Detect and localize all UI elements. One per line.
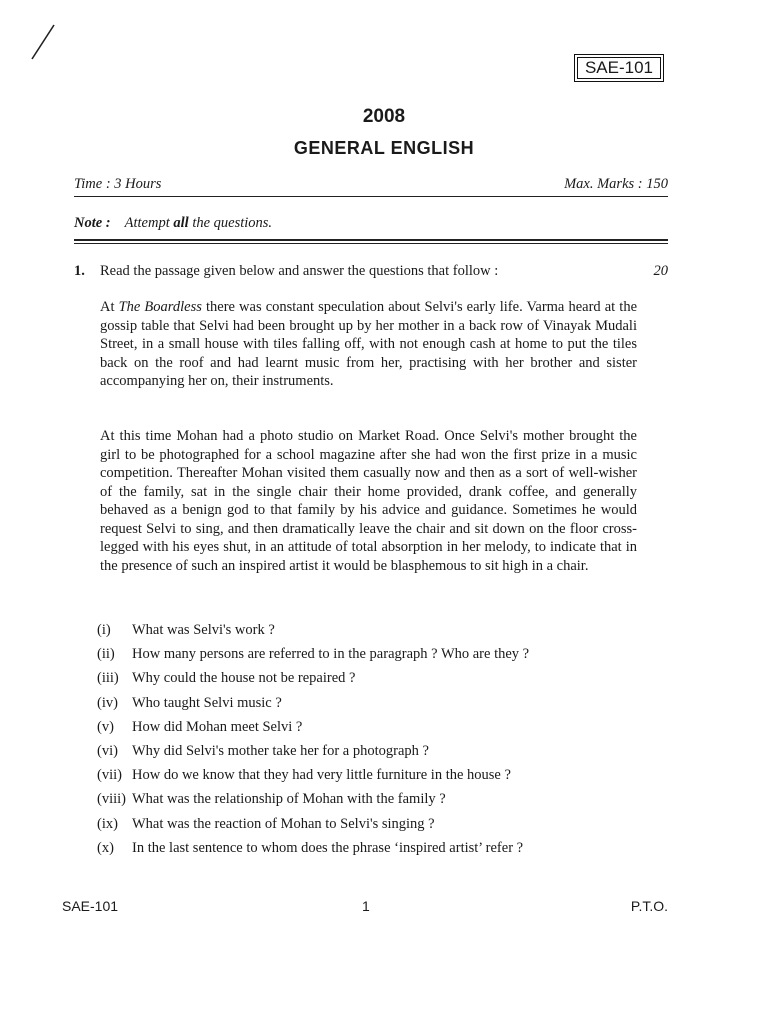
passage-p1-after: there was constant speculation about Selvi's early life. Varma heard at the gossip table that Selvi had been brought up by her mother in a back row of Vinayak Mudali Street, in a small house with tiles falling off, with not enough cash at home to put the tiles back on the roof and had learnt music from her, practising with her brother and sister accompanying her on, their instruments. [100,299,637,389]
sub-question-number: (i) [97,622,111,638]
list-item [97,695,657,719]
sub-question-text: What was the reaction of Mohan to Selvi's singing ? [132,815,435,832]
exam-meta [74,176,668,193]
sub-question-text: How did Mohan meet Selvi ? [132,718,303,735]
list-item [97,767,657,791]
list-item [97,791,657,815]
sub-question-text: In the last sentence to whom does the phrase ‘inspired artist’ refer ? [132,839,524,856]
sub-question-number: (v) [97,718,114,735]
sub-question-number: (ii) [97,646,115,663]
sub-question-number: (ix) [97,815,118,832]
list-item [97,622,657,646]
question-prompt: Read the passage given below and answer the questions that follow : [100,263,499,279]
footer-paper-code: SAE-101 [62,898,119,914]
sub-question-text: What was Selvi's work ? [132,622,275,638]
sub-question-number: (iv) [97,694,118,711]
list-item [97,816,657,840]
note-text-after: the questions. [188,215,273,231]
list-item [97,719,657,743]
sub-question-text: Why did Selvi's mother take her for a photograph ? [132,742,429,759]
list-item [97,646,657,670]
sub-question-text: What was the relationship of Mohan with the family ? [132,791,446,808]
sub-question-number: (viii) [97,791,126,808]
sub-question-number: (vii) [97,767,122,784]
passage-paragraph-2: At this time Mohan had a photo studio on Market Road. Once Selvi's mother brought the girl to be photographed for a school magazine after she had won the first prize in a music competition. Thereafter Mohan visited them casually now and then as a sort of well-wisher of the family, sat in the single chair their home provided, drank coffee, and generally behaved as a benign god to that family by his advice and guidance. Sometimes he would request Selvi to sing, and then dramatically leave the chair and sit down on the floor cross-legged with his eyes shut, in an attitude of total absorption in her melody, to indicate that in the presence of such an inspired artist it would be blasphemous to sit high in a chair. [100,428,637,574]
note [74,215,272,232]
sub-question-text: Why could the house not be repaired ? [132,670,356,687]
list-item [97,743,657,767]
divider [74,196,668,197]
list-item [97,670,657,694]
exam-year: 2008 [362,106,406,127]
sub-question-text: Who taught Selvi music ? [132,694,282,711]
sub-question-number: (x) [97,839,114,856]
exam-time: Time : 3 Hours [74,176,162,192]
paper-code: SAE-101 [584,58,654,77]
note-text-bold: all [173,215,189,231]
question-number: 1. [74,263,85,279]
sub-question-number: (vi) [97,742,118,759]
passage-p1-before: At [100,299,119,315]
exam-subject: GENERAL ENGLISH [293,138,475,158]
passage-paragraph-1 [100,298,637,391]
paper-code-box [574,54,664,82]
exam-max-marks: Max. Marks : 150 [564,176,668,192]
sub-question-list [97,622,657,864]
divider-thick [74,239,668,241]
note-label: Note : [74,215,111,231]
passage-p1-title: The Boardless [118,299,202,315]
list-item [97,840,657,864]
page-number: 1 [362,898,370,914]
note-text-before: Attempt [124,215,174,231]
sub-question-text: How many persons are referred to in the paragraph ? Who are they ? [132,646,530,663]
question-marks: 20 [653,263,668,279]
sub-question-text: How do we know that they had very little furniture in the house ? [132,767,511,784]
pen-mark [28,22,58,62]
divider-thin [74,243,668,244]
question-1-header [74,263,668,280]
sub-question-number: (iii) [97,670,119,687]
footer-pto: P.T.O. [630,898,668,914]
